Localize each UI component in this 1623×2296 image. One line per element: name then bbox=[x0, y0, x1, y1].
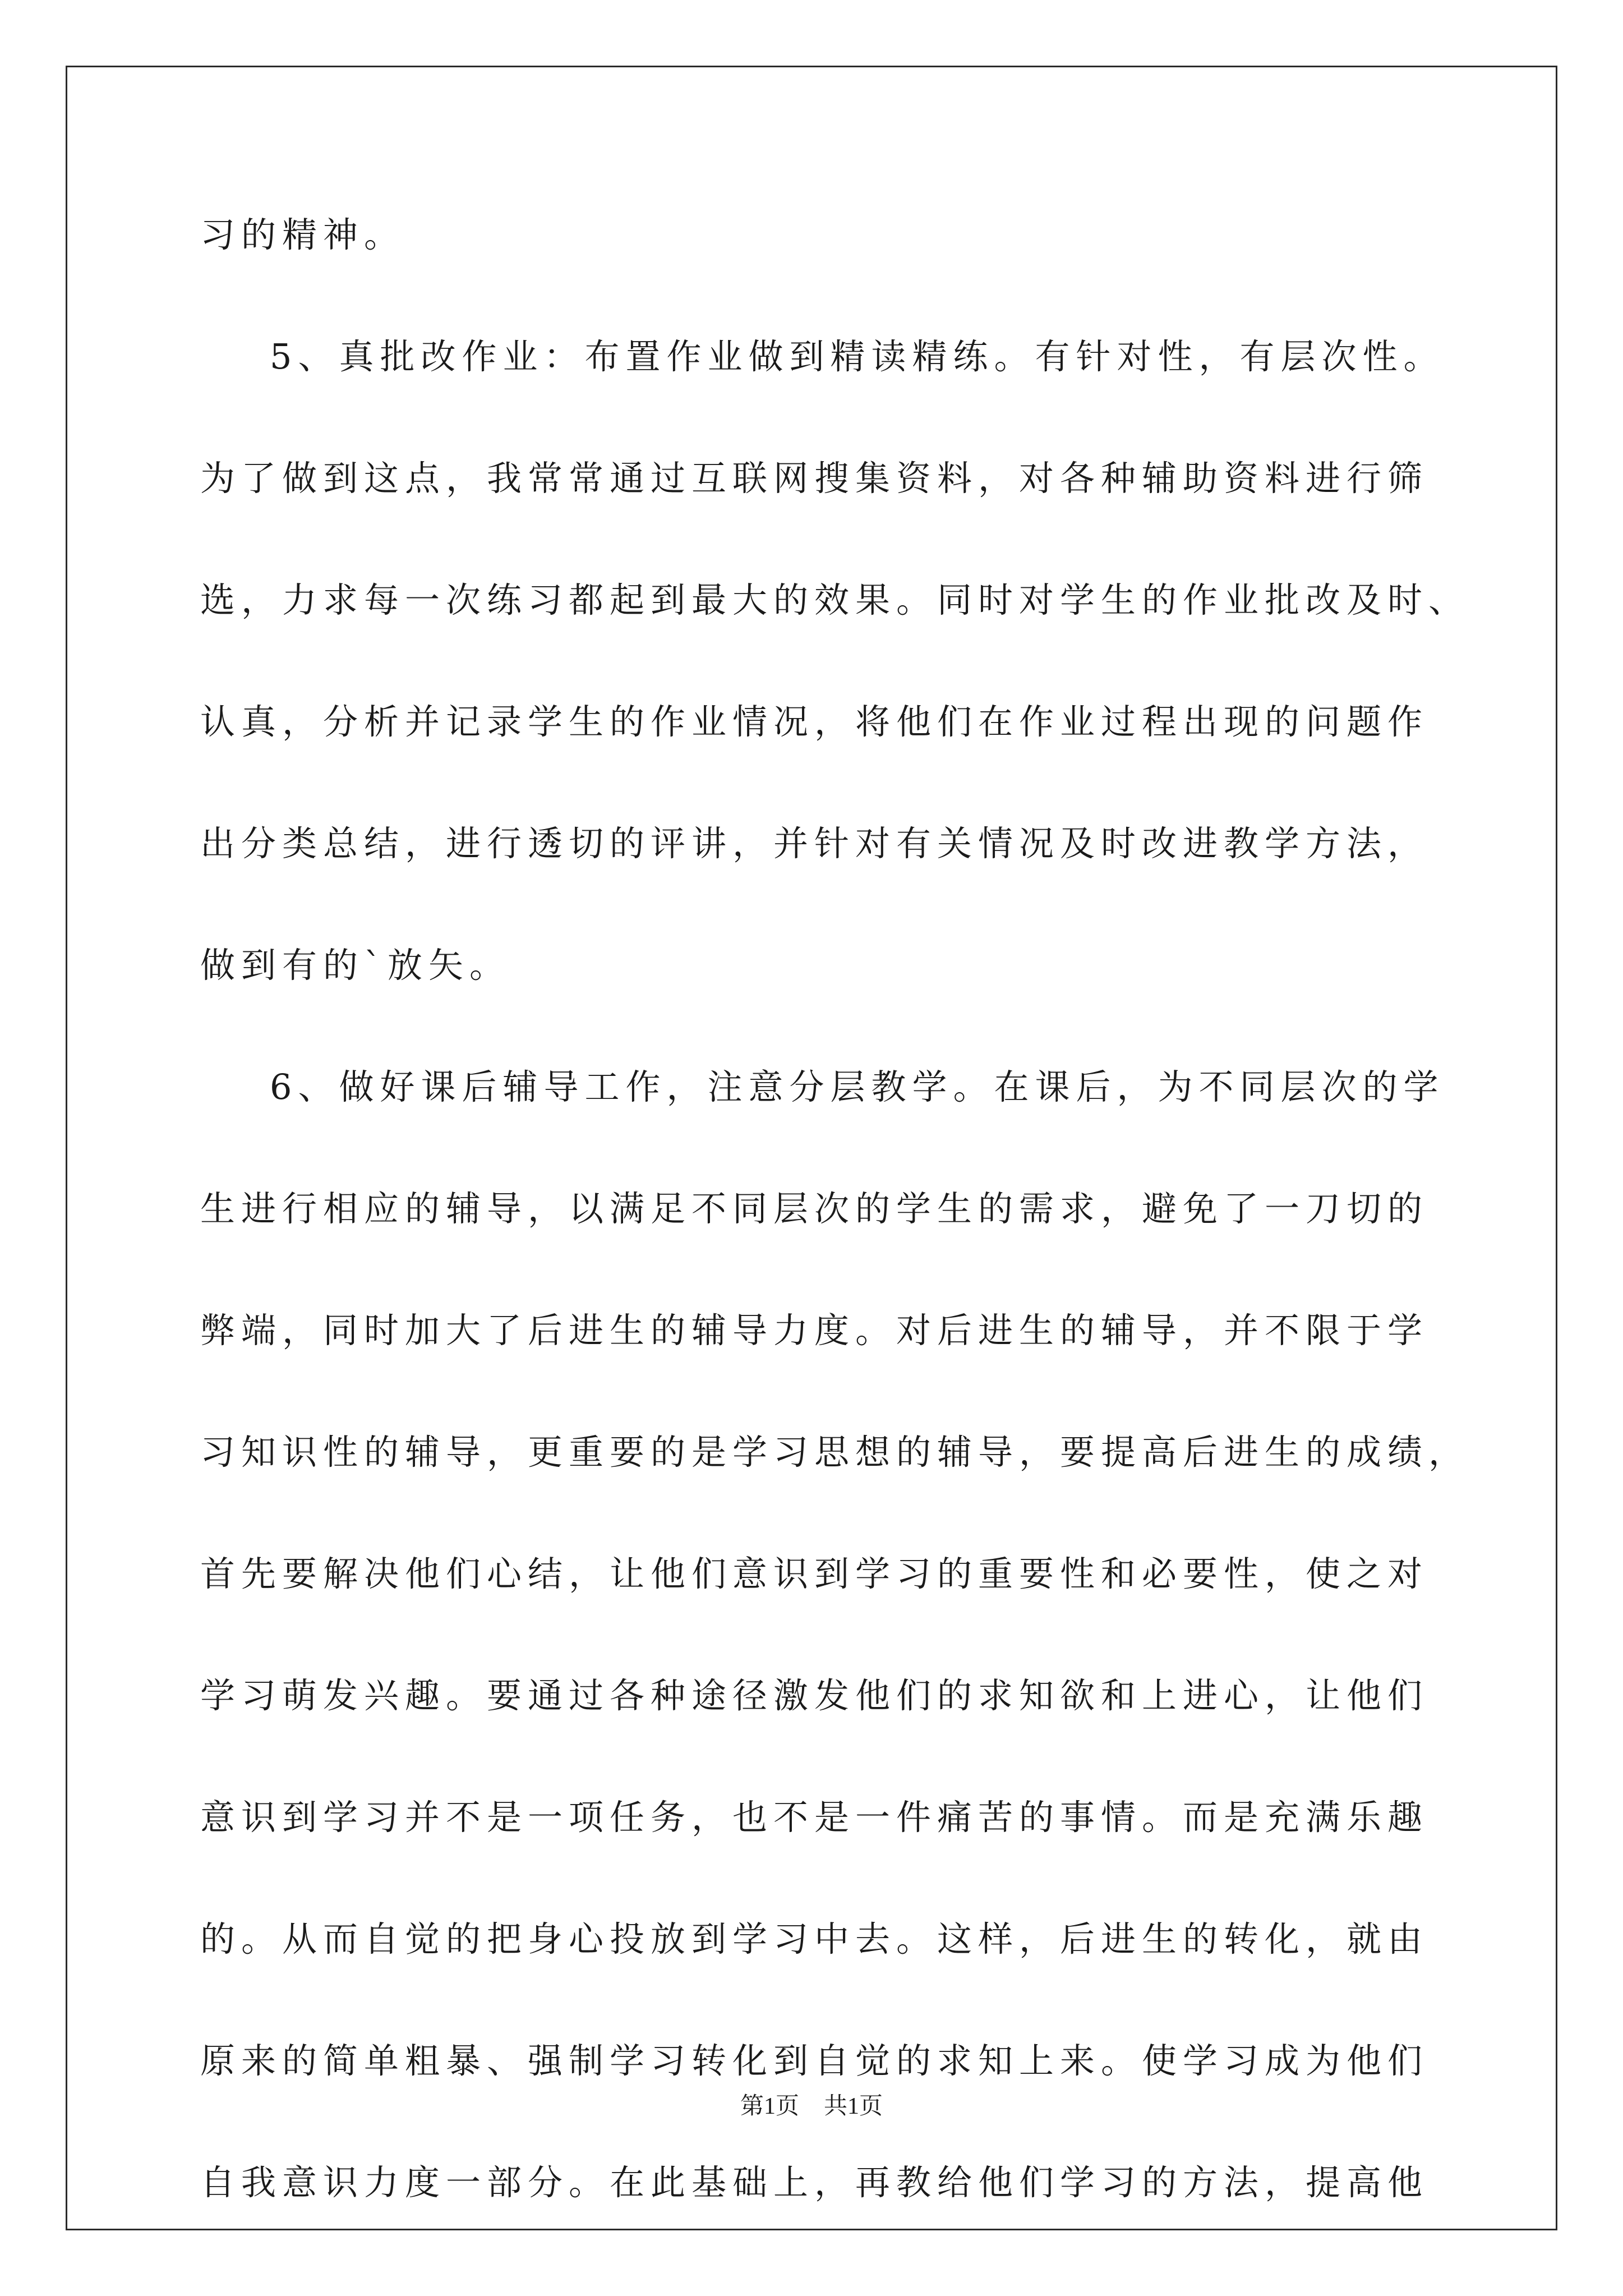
text-line: 原来的简单粗暴、强制学习转化到自觉的求知上来。使学习成为他们 bbox=[200, 2040, 1429, 2081]
text-line: 习知识性的辅导，更重要的是学习思想的辅导，要提高后进生的成绩， bbox=[200, 1432, 1470, 1473]
text-line: 做到有的`放矢。 bbox=[200, 945, 511, 986]
text-line: 生进行相应的辅导，以满足不同层次的学生的需求，避免了一刀切的 bbox=[200, 1188, 1429, 1229]
text-line: 出分类总结，进行透切的评讲，并针对有关情况及时改进教学方法， bbox=[200, 823, 1429, 864]
text-line: 弊端，同时加大了后进生的辅导力度。对后进生的辅导，并不限于学 bbox=[200, 1310, 1429, 1351]
text-line: 首先要解决他们心结，让他们意识到学习的重要性和必要性，使之对 bbox=[200, 1553, 1429, 1594]
text-line: 学习萌发兴趣。要通过各种途径激发他们的求知欲和上进心，让他们 bbox=[200, 1675, 1429, 1716]
text-line: 认真，分析并记录学生的作业情况，将他们在作业过程出现的问题作 bbox=[200, 701, 1429, 742]
text-line: 选，力求每一次练习都起到最大的效果。同时对学生的作业批改及时、 bbox=[200, 579, 1470, 620]
text-line: 为了做到这点，我常常通过互联网搜集资料，对各种辅助资料进行筛 bbox=[200, 458, 1429, 499]
page-footer bbox=[0, 2090, 1623, 2123]
page-number: 第1页 bbox=[740, 2093, 799, 2119]
paragraph-6-start: 6、做好课后辅导工作，注意分层教学。在课后，为不同层次的学 bbox=[270, 1066, 1445, 1107]
text-line: 的。从而自觉的把身心投放到学习中去。这样，后进生的转化，就由 bbox=[200, 1918, 1429, 1959]
text-line: 自我意识力度一部分。在此基础上，再教给他们学习的方法，提高他 bbox=[200, 2162, 1429, 2203]
page-count: 共1页 bbox=[824, 2093, 883, 2119]
document-body bbox=[200, 174, 1470, 2243]
text-line: 习的精神。 bbox=[200, 214, 405, 255]
paragraph-5-start: 5、真批改作业：布置作业做到精读精练。有针对性，有层次性。 bbox=[270, 336, 1445, 377]
text-line: 意识到学习并不是一项任务，也不是一件痛苦的事情。而是充满乐趣 bbox=[200, 1797, 1429, 1838]
